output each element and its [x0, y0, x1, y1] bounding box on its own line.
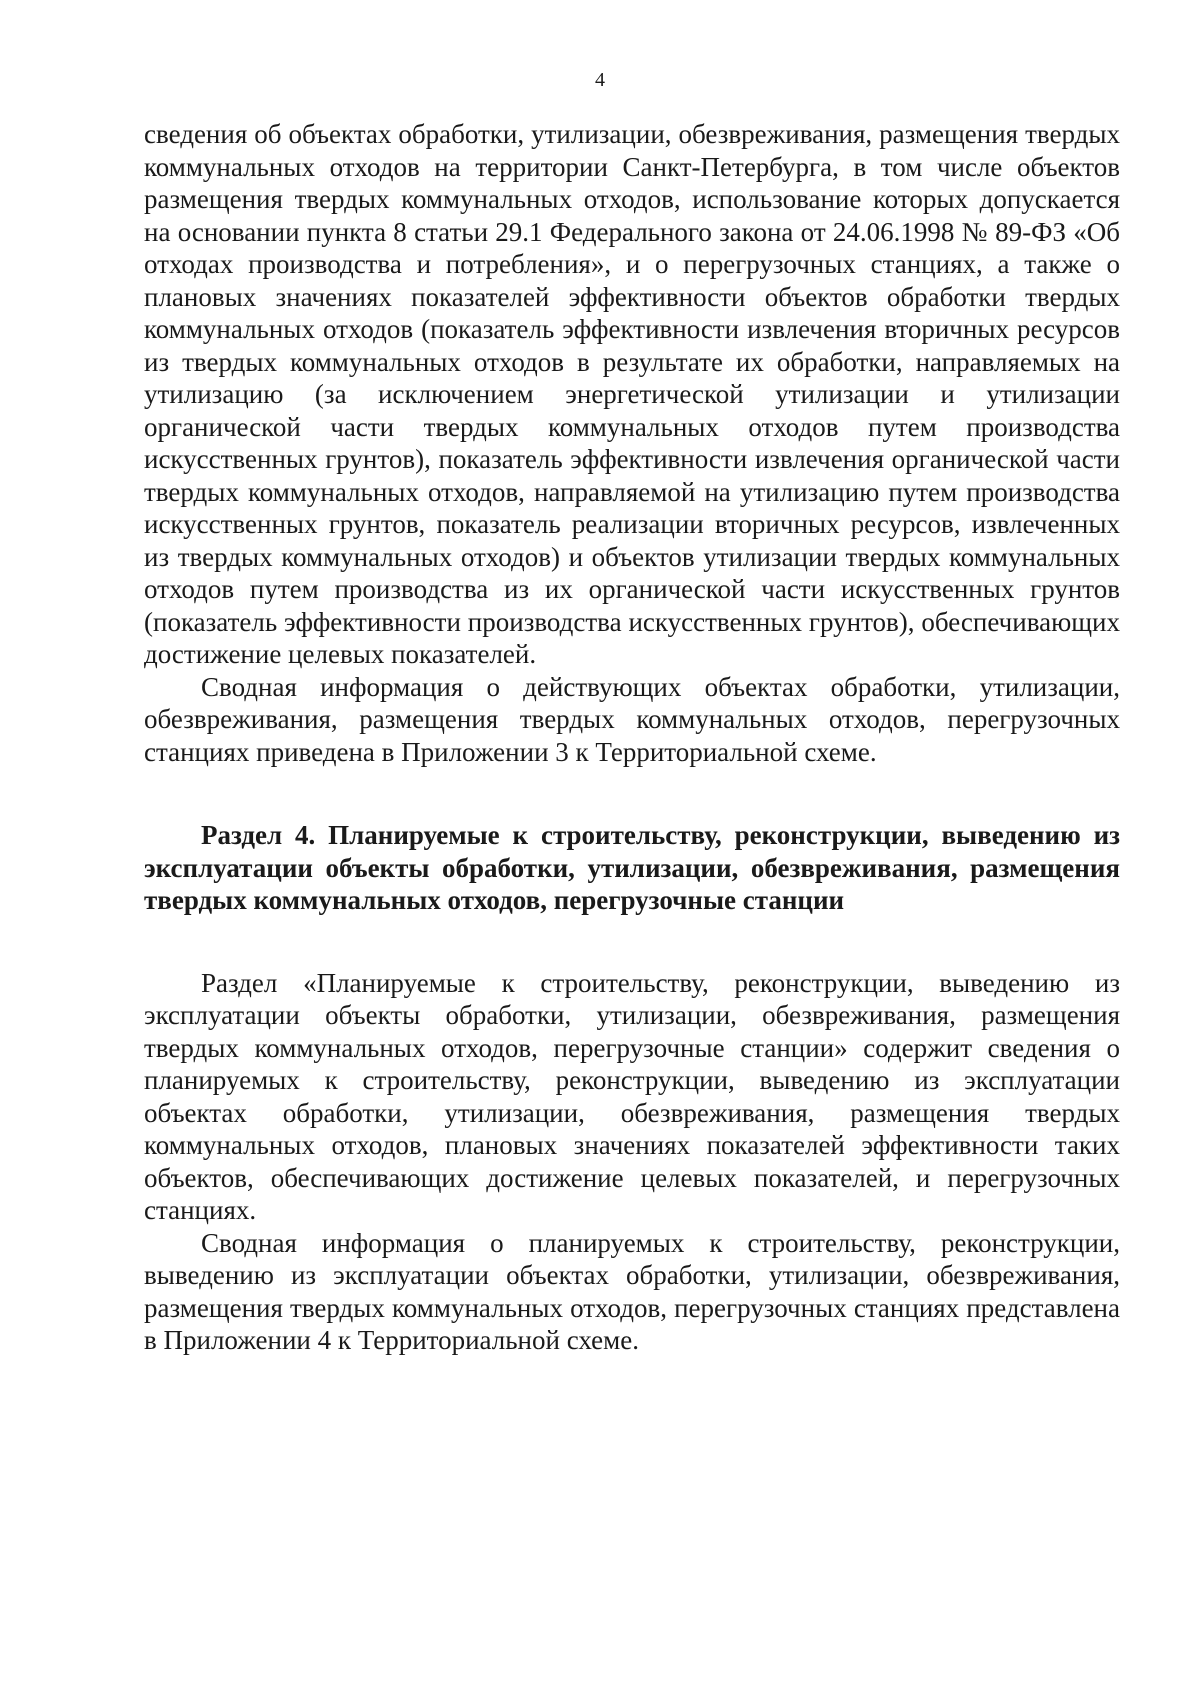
section-4-paragraph-2: Сводная информация о планируемых к строительству, реконструкции, выведению из эксплуатации объектах обработки, утилизации, обезвреживания, размещения твердых коммунальных отходов, перегрузочных станциях представлена в Приложении 4 к Территориальной схеме.	[144, 1227, 1120, 1355]
intro-summary-paragraph: Сводная информация о действующих объектах обработки, утилизации, обезвреживания, размещения твердых коммунальных отходов, перегрузочных станциях приведена в Приложении 3 к Территориальной схеме.	[144, 671, 1120, 767]
section-4-heading: Раздел 4. Планируемые к строительству, реконструкции, выведению из эксплуатации объекты обработки, утилизации, обезвреживания, размещения твердых коммунальных отходов, перегрузочные станции	[144, 820, 1120, 915]
intro-paragraph: сведения об объектах обработки, утилизации, обезвреживания, размещения твердых коммунальных отходов на территории Санкт-Петербурга, в том числе объектов размещения твердых коммунальных отходов, использование которых допускается на основании пункта 8 статьи 29.1 Федерального закона от 24.06.1998 № 89-ФЗ «Об отходах производства и потребления», и о перегрузочных станциях, а также о плановых значениях показателей эффективности объектов обработки твердых коммунальных отходов (показатель эффективности извлечения вторичных ресурсов из твердых коммунальных отходов в результате их обработки, направляемых на утилизацию (за исключением энергетической утилизации и утилизации органической части твердых коммунальных отходов путем производства искусственных грунтов), показатель эффективности извлечения органической части твердых коммунальных отходов, направляемой на утилизацию путем производства искусственных грунтов, показатель реализации вторичных ресурсов, извлеченных из твердых коммунальных отходов) и объектов утилизации твердых коммунальных отходов путем производства из их органической части искусственных грунтов (показатель эффективности производства искусственных грунтов), обеспечивающих достижение целевых показателей.	[144, 119, 1120, 669]
section-4-paragraph-1: Раздел «Планируемые к строительству, реконструкции, выведению из эксплуатации объекты обработки, утилизации, обезвреживания, размещения твердых коммунальных отходов, перегрузочные станции» содержит сведения о планируемых к строительству, реконструкции, выведению из эксплуатации объектах обработки, утилизации, обезвреживания, размещения твердых коммунальных отходов, плановых значениях показателей эффективности таких объектов, обеспечивающих достижение целевых показателей, и перегрузочных станциях.	[144, 967, 1120, 1225]
document-body	[144, 118, 1120, 1357]
page-number: 4	[595, 69, 605, 91]
